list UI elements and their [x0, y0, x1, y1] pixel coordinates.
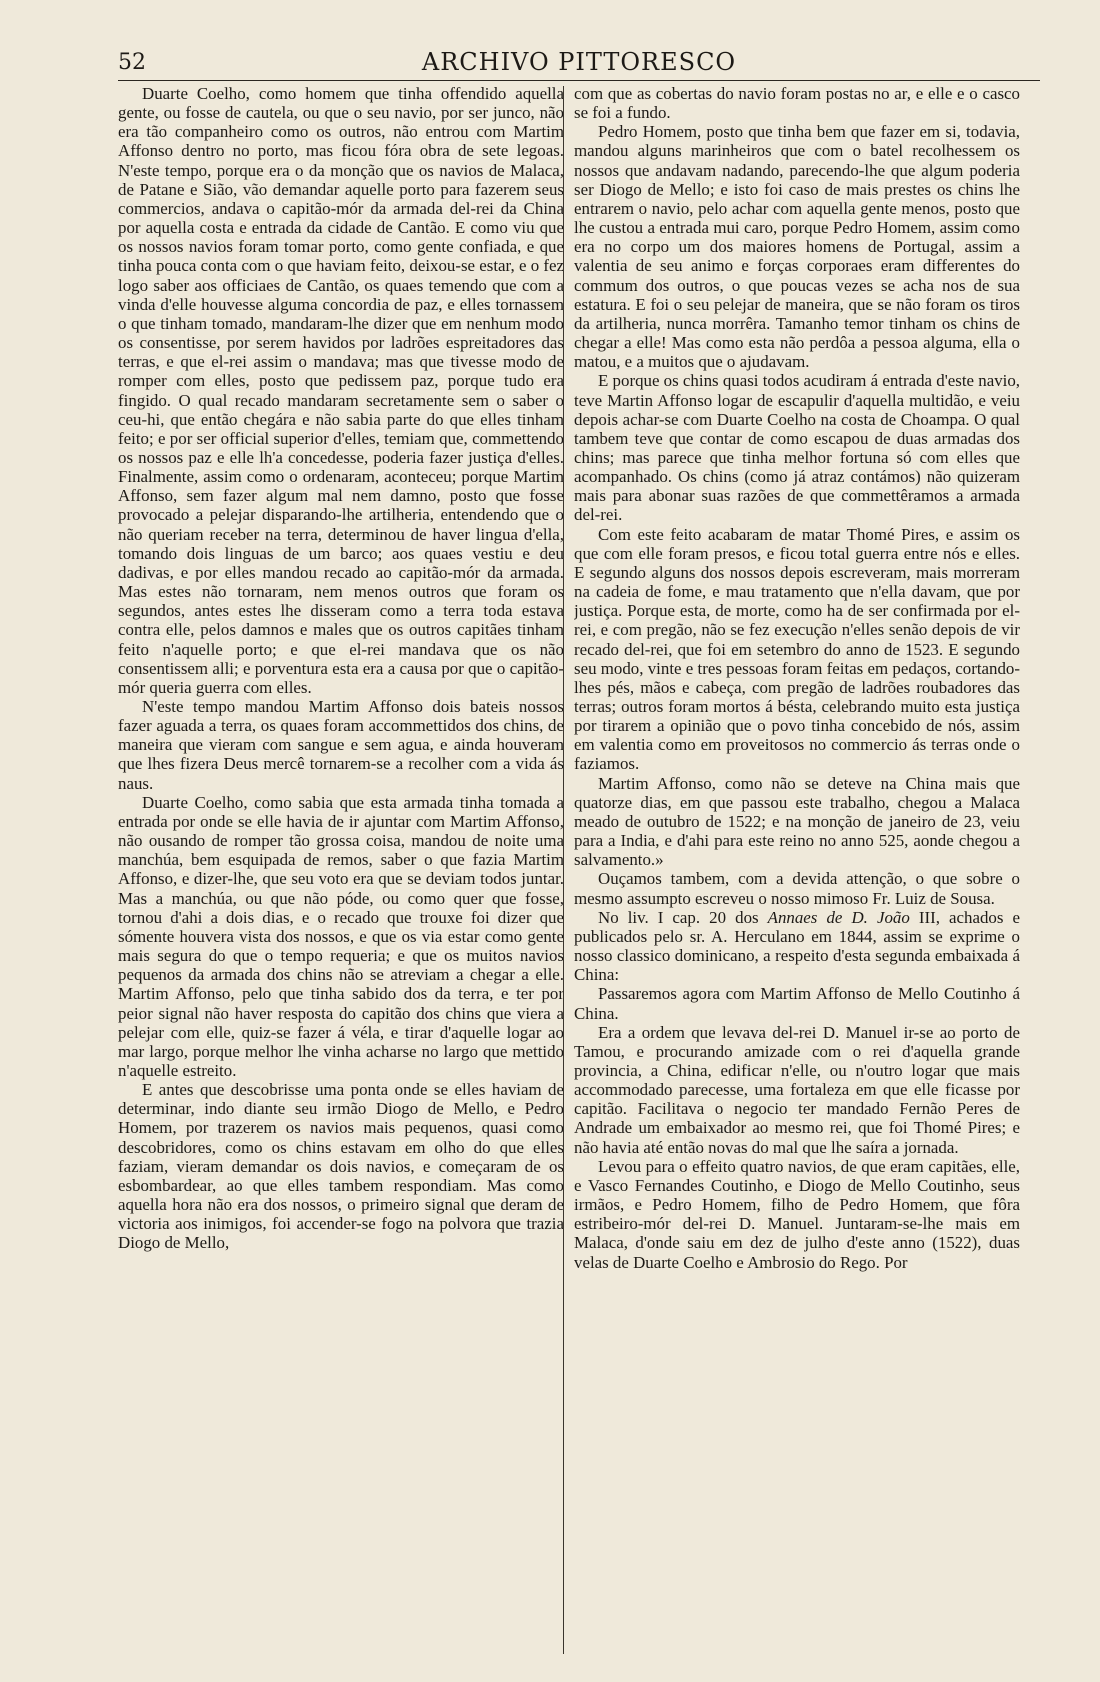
paragraph-text: No liv. I cap. 20 dos	[598, 907, 768, 927]
paragraph	[574, 908, 1020, 985]
paragraph: Duarte Coelho, como homem que tinha offendido aquella gente, ou fosse de cautela, ou que o seu navio, por ser junco, não era tão companheiro como os outros, não entrou com Martim Affonso dentro no porto, mas ficou fóra obra de sete legoas. N'este tempo, porque era o da monção que os navios de Malaca, de Patane e Sião, vão demandar aquelle porto para fazerem seus commercios, andava o capitão-mór da armada del-rei da China por aquella costa e entrada da cidade de Cantão. E como viu que os nossos navios foram tomar porto, como gente confiada, e que tinha pouca conta com o que haviam feito, deixou-se estar, e o fez logo saber aos officiaes de Cantão, os quaes temendo que com a vinda d'elle houvesse alguma concordia de paz, e elles tornassem o que tinham tomado, mandaram-lhe dizer que em nenhum modo os consentisse, por serem havidos por ladrões espreitadores das terras, e que el-rei assim o mandava; mas que tivesse modo de romper com elles, posto que pedissem paz, porque tudo era fingido. O qual recado mandaram secretamente sem o saber o ceu-hi, que então chegára e não sabia parte do que elles tinham feito; e por ser official superior d'elles, temiam que, commettendo os nossos paz e elle lh'a concedesse, poderia fazer justiça d'elles. Finalmente, assim como o ordenaram, aconteceu; porque Martim Affonso, sem fazer algum mal nem damno, posto que fosse provocado a pelejar disparando-lhe artilheria, entendendo que o não queriam receber na terra, determinou de haver lingua d'ella, tomando dois linguas de um barco; aos quaes vestiu e deu dadivas, e por elles mandou recado ao capitão-mór da armada. Mas estes não tornaram, nem menos outros que foram os segundos, antes estes lhe disseram como a terra toda estava contra elle, pelos damnos e males que os outros capitães tinham feito n'aquelle porto; e que el-rei mandava que os não consentissem alli; e porventura esta era a causa por que o capitão-mór queria guerra com elles.	[118, 84, 564, 697]
book-title: Annaes de D. João	[767, 907, 910, 927]
paragraph: Duarte Coelho, como sabia que esta armada tinha tomada a entrada por onde se elle havia de ir ajuntar com Martim Affonso, não ousando de romper tão grossa coisa, mandou de noite uma manchúa, bem esquipada de remos, saber o que fazia Martim Affonso, e dizer-lhe, que seu voto era que se deviam todos juntar. Mas a manchúa, ou que não póde, ou como quer que fosse, tornou d'ahi a dois dias, e o recado que trouxe foi dizer que sómente houvera vista dos nossos, e que os via estar como gente mais segura do que o tempo requeria; e que os muitos navios pequenos da armada dos chins não se atreviam a chegar a elle. Martim Affonso, pelo que tinha sabido dos da terra, e ter por peior signal não haver resposta do capitão dos chins que viera a pelejar com elle, quiz-se fazer á véla, e tirar d'aquelle logar ao mar largo, porque melhor lhe vinha acharse no largo que mettido n'aquelle estreito.	[118, 792, 564, 1080]
column-divider	[563, 86, 564, 1654]
left-column	[118, 84, 564, 1674]
paragraph: Era a ordem que levava del-rei D. Manuel ir-se ao porto de Tamou, e procurando amizade com o rei d'aquella grande provincia, a China, edificar n'elle, ou n'outro logar que mais accommodado parecesse, uma fortaleza em que elle ficasse por capitão. Facilitava o negocio ter mandado Fernão Peres de Andrade um embaixador ao mesmo rei, que foi Thomé Pires; e não havia até então novas do mal que lhe saíra a jornada.	[574, 1022, 1020, 1157]
paragraph: E antes que descobrisse uma ponta onde se elles haviam de determinar, indo diante seu irmão Diogo de Mello, e Pedro Homem, por trazerem os navios mais pequenos, quasi como descobridores, como os chins estavam em olho do que elles faziam, vieram demandar os dois navios, e começaram de os esbombardear, ao que elles tambem respondiam. Mas como aquella hora não era dos nossos, o primeiro signal que deram de victoria aos inimigos, foi accender-se fogo na polvora que trazia Diogo de Mello,	[118, 1080, 564, 1253]
paragraph: N'este tempo mandou Martim Affonso dois bateis nossos fazer aguada a terra, os quaes foram accommettidos dos chins, de maneira que vieram com sangue e sem agua, e ainda houveram que lhes fizera Deus mercê tornarem-se a recolher com a vida ás naus.	[118, 697, 564, 793]
journal-title: ARCHIVO PITTORESCO	[421, 48, 737, 76]
paragraph: E porque os chins quasi todos acudiram á entrada d'este navio, teve Martin Affonso logar de escapulir d'aquella multidão, e veiu depois achar-se com Duarte Coelho na costa de Choampa. O qual tambem teve que contar de como escapou de duas armadas dos chins; mas parece que tinha melhor fortuna só com elles que acompanhado. Os chins (como já atraz contámos) não quizeram mais para abonar suas razões de que commettêramos a armada del-rei.	[574, 371, 1020, 525]
paragraph: Passaremos agora com Martim Affonso de Mello Coutinho á China.	[574, 984, 1020, 1023]
paragraph: Com este feito acabaram de matar Thomé Pires, e assim os que com elle foram presos, e ficou total guerra entre nós e elles. E segundo alguns dos nossos depois escreveram, mais morreram na cadeia de fome, e mau tratamento que n'ella davam, que por justiça. Porque esta, de morte, como ha de ser confirmada por el-rei, e com pregão, não se fez execução n'elles senão depois de vir recado del-rei, que foi em setembro do anno de 1523. E segundo seu modo, vinte e tres pessoas foram feitas em pedaços, cortando-lhes pés, mãos e cabeça, com pregão de ladrões roubadores das terras; outros foram mortos á bésta, celebrando muito esta justiça por tirarem a opinião que o povo tinha concebido de nós, assim em valentia como em proveitosos no commercio ás terras onde o faziamos.	[574, 524, 1020, 774]
header-rule	[118, 80, 1040, 81]
paragraph: Levou para o effeito quatro navios, de que eram capitães, elle, e Vasco Fernandes Coutinho, e Diogo de Mello Coutinho, seus irmãos, e Pedro Homem, filho de Pedro Homem, que fôra estribeiro-mór del-rei D. Manuel. Juntaram-se-lhe mais em Malaca, d'onde saiu em dez de julho d'este anno (1522), duas velas de Duarte Coelho e Ambrosio do Rego. Por	[574, 1156, 1020, 1272]
paragraph-text: III, achados e publicados pelo sr. A. Herculano em 1844, assim se exprime o nosso classico dominicano, a respeito d'esta segunda embaixada á China:	[574, 907, 1020, 985]
right-column	[574, 84, 1020, 1674]
paragraph: Pedro Homem, posto que tinha bem que fazer em si, todavia, mandou alguns marinheiros que com o batel recolhessem os nossos que andavam nadando, parecendo-lhe que algum poderia ser Diogo de Mello; e isto foi caso de mais prestes os chins lhe entrarem o navio, pelo achar com aquella gente menos, posto que lhe custou a entrada mui caro, porque Pedro Homem, assim como era no corpo um dos maiores homens de Portugal, assim a valentia de seu animo e forças corporaes eram differentes do commum dos outros, o que poucas vezes se acha nos de sua estatura. E foi o seu pelejar de maneira, que se não foram os tiros da artilheria, nunca morrêra. Tamanho temor tinham os chins de chegar a elle! Mas como esta não perdôa a pessoa alguma, ella o matou, e a muitos que o ajudavam.	[574, 122, 1020, 372]
page-header	[118, 46, 1040, 80]
paragraph: Martim Affonso, como não se deteve na China mais que quatorze dias, em que passou este trabalho, chegou a Malaca meado de outubro de 1522; e na monção de janeiro de 23, veiu para a India, e d'ahi para este reino no anno 525, aonde chegou a salvamento.»	[574, 773, 1020, 870]
paragraph: com que as cobertas do navio foram postas no ar, e elle e o casco se foi a fundo.	[574, 84, 1020, 123]
paragraph: Ouçamos tambem, com a devida attenção, o que sobre o mesmo assumpto escreveu o nosso mimoso Fr. Luiz de Sousa.	[574, 869, 1020, 908]
page-number: 52	[118, 50, 146, 75]
